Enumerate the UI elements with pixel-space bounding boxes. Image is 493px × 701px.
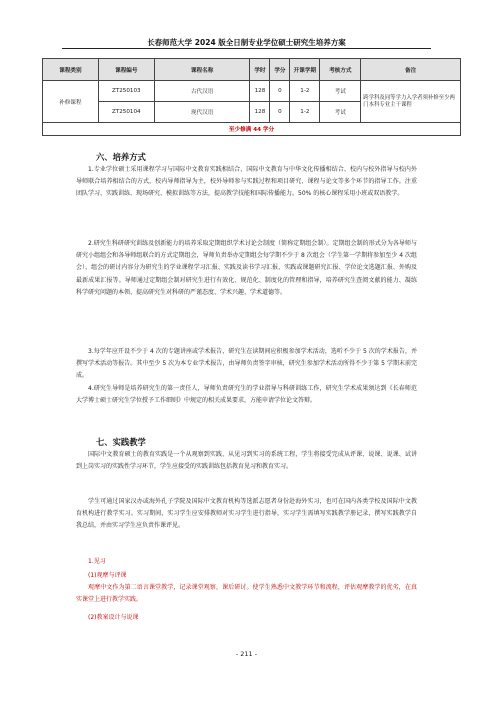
col-header: 考核方式 bbox=[320, 59, 361, 81]
page-number: - 211 - bbox=[235, 650, 258, 658]
course-semester: 1-2 bbox=[290, 102, 320, 123]
col-header: 课程类别 bbox=[43, 59, 99, 81]
col-header: 开课学期 bbox=[290, 59, 320, 81]
course-code: ZT250103 bbox=[98, 81, 154, 102]
subheading: 1.见习 bbox=[88, 558, 106, 565]
col-header: 学时 bbox=[250, 59, 270, 81]
course-name: 现代汉语 bbox=[154, 102, 250, 123]
paragraph: 国际中文教育硕士的教育实践是一个从观察到实践、从见习到实习的系统工程，学生将接受完成从评课、说课、说课、试讲到上岗实习的实践性学习环节，学生应接受的实践训练包括教育见习和教育实习。 bbox=[76, 451, 417, 471]
paragraph: 学生可通过国家汉办或海外孔子学院及国际中文教育机构等选派志愿者身份赴海外实习，也可在国内各类学校及国际中文教育机构进行教学实习。实习期间，实习学生应安排教师对实习学生进行指导，实习学生需填写实践教学册记录，撰写实践教学自我总结，并由实习学生应负责作课评见。 bbox=[76, 498, 417, 530]
course-semester: 1-2 bbox=[290, 81, 320, 102]
paragraph: 3.每学年应开设不少于 4 次的专题讲座或学术报告，研究生在读期间应积极参加学术活动，选听不少于 5 次的学术报告，并撰写学术活动等报告。其中至少 5 次为本专业学术报告，由导师负责签字审核，研究生参加学术活动所得不少于第 5 学期末前完成。 bbox=[76, 348, 417, 380]
course-exam: 考试 bbox=[320, 81, 361, 102]
course-table bbox=[42, 58, 461, 136]
col-header: 课程名称 bbox=[154, 59, 250, 81]
category-cell: 补修课程 bbox=[43, 81, 99, 123]
paragraph: 1.专业学位硕士采用课程学习与国际中文教育实践相结合、国际中文教育与中华文化传播相结合、校内与校外指导与校内外导师联合培养相结合的方式，校内导师指导为主，校外导师参与实践过程和项目研究、课程与论文等多个环节的指导工作。注重团队学习、实践训练、现场研究、模拟训练等方法，提高教学技能和国际传播能力。50% 的核心课程采用小班或双语教学。 bbox=[76, 166, 417, 198]
course-credits: 0 bbox=[270, 102, 290, 123]
remark-cell: 跨学科及同等学力入学者须补修至少两门本科专业主干课程 bbox=[361, 81, 461, 123]
paragraph: 4.研究生导师是培养研究生的第一责任人，导师负责研究生的学业指导与科研训练工作，研究生学术成果须达到《长春师范大学博士硕士研究生学位授予工作细则》中规定的相关成果要求，方能申请学位论文答辩。 bbox=[76, 385, 417, 405]
table-header-row bbox=[43, 59, 461, 81]
course-exam: 考试 bbox=[320, 102, 361, 123]
header-rule bbox=[62, 48, 431, 49]
subheading: (1)观摩与评课 bbox=[88, 572, 127, 579]
course-hours: 128 bbox=[250, 81, 270, 102]
col-header: 学分 bbox=[270, 59, 290, 81]
section-6-title: 六、培养方式 bbox=[96, 152, 146, 162]
course-credits: 0 bbox=[270, 81, 290, 102]
course-code: ZT250104 bbox=[98, 102, 154, 123]
course-hours: 128 bbox=[250, 102, 270, 123]
subheading: (2)教案设计与说课 bbox=[88, 614, 139, 621]
col-header: 备注 bbox=[361, 59, 461, 81]
section-7-title: 七、实践教学 bbox=[96, 437, 146, 447]
paragraph: 2.研究生科研研究训练及创新能力的培养采取定期组织学术讨论会制度（简称定期组会制）。定期组会制的形式分为各导师与研究小组组会和各导师组联合的方式定期组会，导师负责举办定期组会每学期不少于 8 次组会（学生第一学期将参加至少 4 次组会），组会的研讨内容分为研究生的学业课程学习汇报、实践及读书学习汇报、实践或课题研究汇报、学位论文选题汇报、外购及最新成果汇报等。导师通过定期组会制对研究生进行有效化、规范化、制度化的管理和指导，培养研究生查阅文献的能力、凝练科学研究问题的本领、提高研究生对科研的严谨态度、学术兴趣、学术道德等。 bbox=[76, 240, 417, 296]
credit-requirement: 至少修满 44 学分 bbox=[43, 123, 461, 136]
col-header: 课程编号 bbox=[98, 59, 154, 81]
table-footer-row bbox=[43, 123, 461, 136]
page-header: 长春师范大学 2024 版全日制专业学位硕士研究生培养方案 bbox=[147, 38, 346, 47]
course-name: 古代汉语 bbox=[154, 81, 250, 102]
table-row bbox=[43, 81, 461, 102]
paragraph: 观摩中文作为第二语言课堂教学，记录课堂观察，课后研讨。使学生熟悉中文教学环节和流程，评估观摩教学的优劣，在真实课堂上进行教学实践。 bbox=[76, 584, 417, 604]
